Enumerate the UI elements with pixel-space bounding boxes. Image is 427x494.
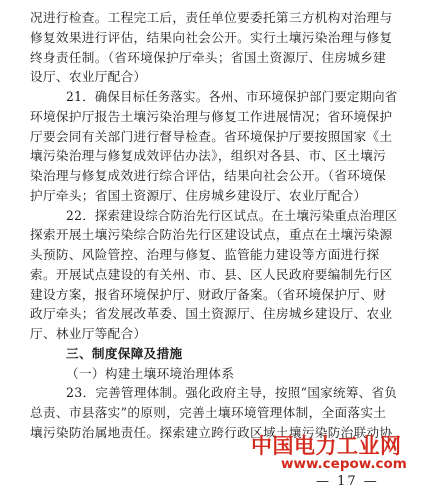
body-text-line: 23．完善管理体制。强化政府主导，按照“国家统筹、省负 bbox=[66, 385, 398, 401]
body-text-line: 终身责任制。（省环境保护厅牵头；省国土资源厅、住房城乡建 bbox=[30, 49, 387, 65]
watermark-url: www.cepow.com bbox=[281, 456, 407, 472]
body-text-line: 探索开展土壤污染综合防治先行区建设试点，重点在土壤污染源 bbox=[30, 227, 393, 243]
watermark-site-name: 中国电力工业网 bbox=[251, 434, 402, 458]
body-text-line: 22．探索建设综合防治先行区试点。在土壤污染重点治理区 bbox=[66, 207, 398, 223]
body-text-line: 护厅牵头；省国土资源厅、住房城乡建设厅、农业厅配合） bbox=[30, 187, 367, 203]
body-text-line: 厅、林业厅等配合） bbox=[30, 326, 147, 341]
body-text-line: 修复效果进行评估，结果向社会公开。实行土壤污染治理与修复 bbox=[30, 29, 393, 45]
body-text-line: 设厅、农业厅配合） bbox=[30, 69, 147, 85]
body-text-line: 环境保护厅报告土壤污染治理与修复工作进展情况；省环境保护 bbox=[30, 108, 393, 124]
body-text-line: 索。开展试点建设的有关州、市、县、区人民政府要编制先行区 bbox=[30, 266, 393, 282]
section-heading: 三、制度保障及措施 bbox=[66, 345, 183, 361]
body-text-line: 壤污染防治属地责任。探索建立跨行政区域土壤污染防治联动协 bbox=[30, 424, 393, 440]
body-text-line: 政厅牵头；省发展改革委、国土资源厅、住房城乡建设厅、农业 bbox=[30, 306, 393, 322]
subsection-heading: （一）构建土壤环境治理体系 bbox=[66, 365, 235, 381]
body-text-line: 染治理与修复成效进行综合评估，结果向社会公开。（省环境保 bbox=[30, 168, 387, 183]
body-text-line: 21．确保目标任务落实。各州、市环境保护部门要定期向省 bbox=[66, 89, 398, 104]
body-text-line: 总责、市县落实”的原则，完善土壤环境管理体制，全面落实土 bbox=[30, 405, 387, 420]
body-text-line: 厅要会同有关部门进行督导检查。省环境保护厅要按照国家《土 bbox=[30, 128, 393, 144]
body-text-line: 建设方案，报省环境保护厅、财政厅备案。（省环境保护厅、财 bbox=[30, 286, 387, 302]
page-number: — 17 — bbox=[316, 474, 379, 489]
body-text-line: 壤污染治理与修复成效评估办法》，组织对各县、市、区土壤污 bbox=[30, 148, 387, 164]
body-text-line: 况进行检查。工程完工后，责任单位要委托第三方机构对治理与 bbox=[30, 10, 393, 25]
body-text-line: 头预防、风险管控、治理与修复、监管能力建设等方面进行探 bbox=[30, 247, 380, 262]
